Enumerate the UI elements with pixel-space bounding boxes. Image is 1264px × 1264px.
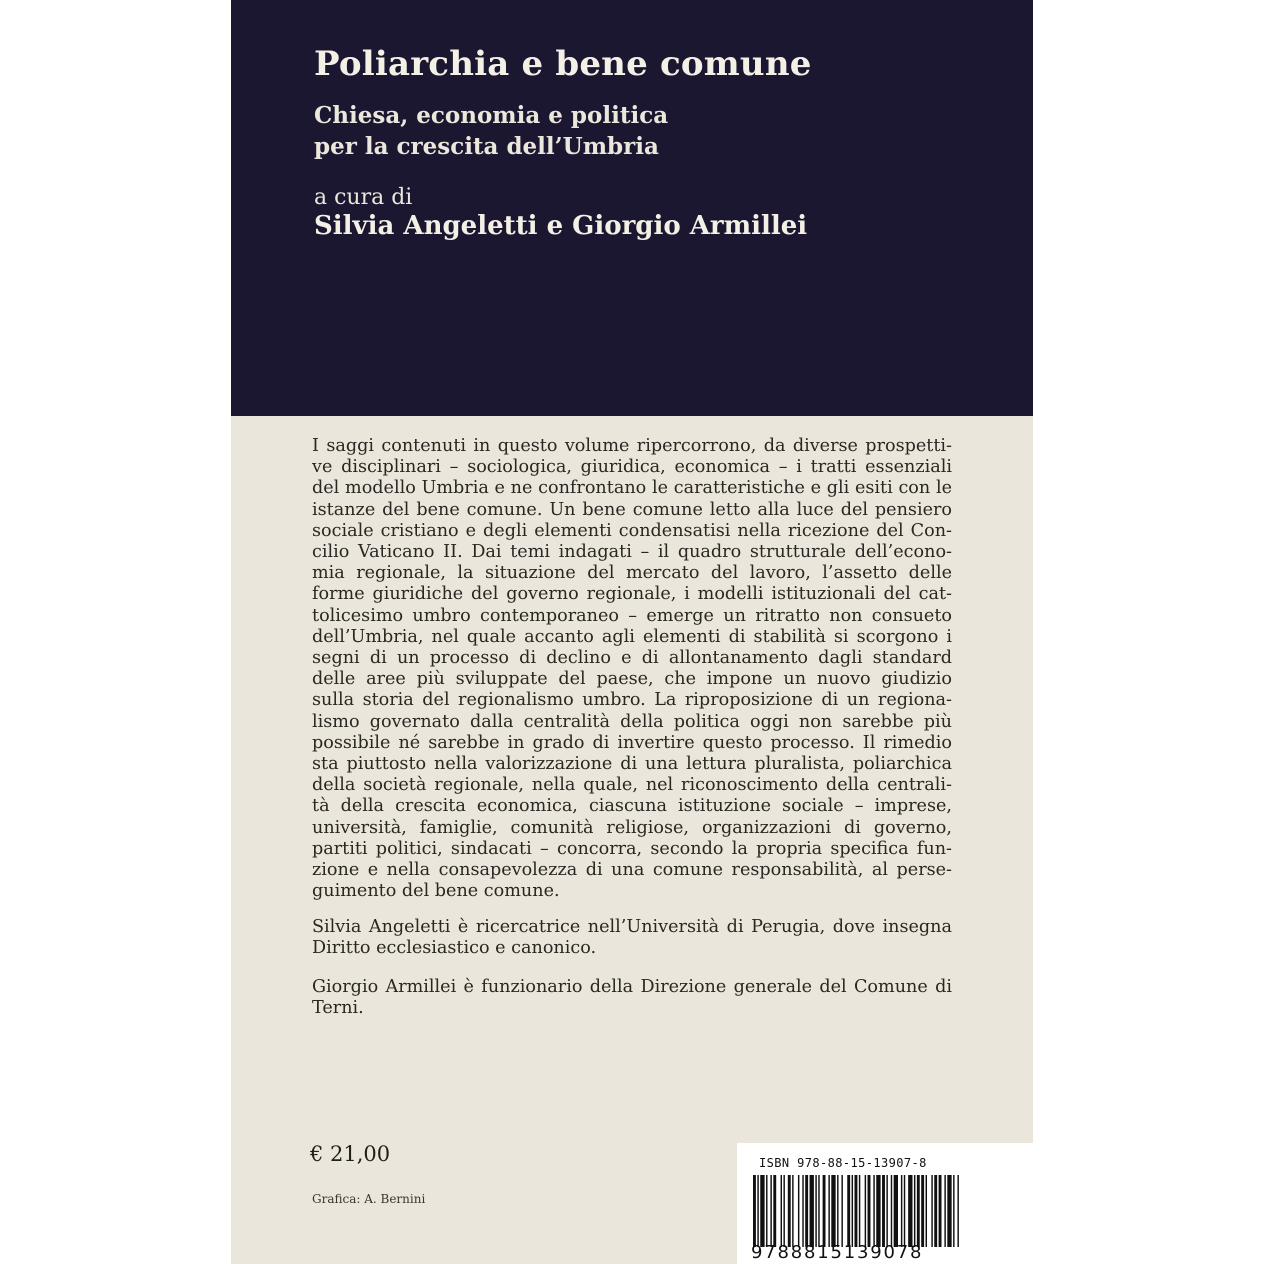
barcode-bar	[921, 1175, 924, 1247]
barcode-bar	[944, 1175, 945, 1247]
barcode-bar	[882, 1175, 885, 1247]
barcode-bar	[947, 1175, 951, 1247]
barcode-bar	[873, 1175, 874, 1247]
barcode-bar	[939, 1175, 942, 1247]
barcode-bar	[841, 1175, 842, 1247]
blurb-line: della società regionale, nella quale, nel riconoscimento della centrali-	[312, 775, 952, 796]
isbn-label: ISBN 978-88-15-13907-8	[759, 1156, 927, 1170]
blurb-line: mia regionale, la situazione del mercato del lavoro, l’assetto delle	[312, 563, 952, 584]
barcode-bar	[798, 1175, 799, 1247]
bio-line: Diritto ecclesiastico e canonico.	[312, 938, 597, 959]
barcode-bar	[802, 1175, 803, 1247]
curator-label: a cura di	[314, 185, 413, 210]
barcode-bar	[781, 1175, 782, 1247]
barcode-bar	[805, 1175, 808, 1247]
barcode-bar	[868, 1175, 871, 1247]
barcode-bar	[953, 1175, 954, 1247]
blurb-line: tà della crescita economica, ciascuna istituzione sociale – imprese,	[312, 796, 952, 817]
barcode-bar	[766, 1175, 767, 1247]
book-subtitle	[314, 100, 668, 162]
bio-line: Giorgio Armillei è funzionario della Direzione generale del Comune di	[312, 977, 952, 997]
blurb-line: tolicesimo umbro contemporaneo – emerge un ritratto non consueto	[312, 605, 952, 626]
barcode-bars	[751, 1175, 1027, 1247]
isbn-barcode	[737, 1143, 1033, 1264]
blurb-line: forme giuridiche del governo regionale, i modelli istituzionali del cat-	[312, 584, 952, 605]
title-band	[231, 0, 1033, 416]
barcode-bar	[891, 1175, 892, 1247]
barcode-bar	[788, 1175, 791, 1247]
editors: Silvia Angeletti e Giorgio Armillei	[314, 211, 808, 241]
barcode-bar	[837, 1175, 838, 1247]
blurb-line: lismo governato dalla centralità della politica oggi non sarebbe più	[312, 711, 952, 732]
barcode-bar	[792, 1175, 793, 1247]
barcode-bar	[914, 1175, 915, 1247]
barcode-bar	[886, 1175, 887, 1247]
barcode-bar	[894, 1175, 898, 1247]
subtitle-line: Chiesa, economia e politica	[314, 102, 669, 129]
blurb-line: del modello Umbria e ne confrontano le caratteristiche e gli esiti con le	[312, 478, 952, 499]
design-credit: Grafica: A. Bernini	[312, 1192, 426, 1206]
barcode-bar	[901, 1175, 902, 1247]
price: € 21,00	[310, 1142, 391, 1166]
barcode-bar	[815, 1175, 816, 1247]
blurb-line: sta piuttosto nella valorizzazione di una lettura pluralista, poliarchica	[312, 754, 952, 775]
blurb-line: delle aree più sviluppate del paese, che impone un nuovo giudizio	[312, 669, 952, 690]
barcode-bar	[831, 1175, 835, 1247]
barcode-bar	[810, 1175, 814, 1247]
barcode-bar	[917, 1175, 920, 1247]
blurb-line: cilio Vaticano II. Dai temi indagati – il quadro strutturale dell’econo-	[312, 542, 952, 563]
barcode-bar	[855, 1175, 858, 1247]
barcode-bar	[760, 1175, 764, 1247]
barcode-bar	[770, 1175, 771, 1247]
blurb-line: segni di un processo di declino e di allontanamento dagli standard	[312, 648, 952, 669]
barcode-bar	[876, 1175, 880, 1247]
barcode-bar	[957, 1175, 958, 1247]
blurb-line: università, famiglie, comunità religiose, organizzazioni di governo,	[312, 817, 952, 838]
blurb-line: guimento del bene comune.	[312, 881, 560, 902]
ean-digits: 9788815139078	[751, 1242, 924, 1263]
editor-bio-angeletti	[312, 917, 952, 959]
barcode-bar	[852, 1175, 853, 1247]
barcode-bar	[865, 1175, 866, 1247]
book-back-cover	[231, 0, 1033, 1264]
blurb-line: I saggi contenuti in questo volume ripercorrono, da diverse prospetti-	[312, 436, 952, 456]
barcode-bar	[847, 1175, 850, 1247]
barcode-bar	[757, 1175, 758, 1247]
blurb-line: possibile né sarebbe in grado di invertire questo processo. Il rimedio	[312, 732, 952, 753]
blurb	[312, 436, 952, 902]
barcode-bar	[859, 1175, 860, 1247]
barcode-bar	[783, 1175, 784, 1247]
subtitle-line: per la crescita dell’Umbria	[314, 133, 659, 160]
barcode-bar	[818, 1175, 819, 1247]
blurb-line: zione e nella consapevolezza di una comune responsabilità, al perse-	[312, 860, 952, 881]
barcode-bar	[828, 1175, 829, 1247]
barcode-bar	[823, 1175, 826, 1247]
blurb-line: istanze del bene comune. Un bene comune letto alla luce del pensiero	[312, 499, 952, 520]
blurb-line: sociale cristiano e degli elementi condensatisi nella ricezione del Con-	[312, 520, 952, 541]
barcode-bar	[908, 1175, 912, 1247]
blurb-line: sulla storia del regionalismo umbro. La riproposizione di un regiona-	[312, 690, 952, 711]
bio-line: Silvia Angeletti è ricercatrice nell’Università di Perugia, dove insegna	[312, 917, 952, 937]
barcode-bar	[926, 1175, 927, 1247]
book-title: Poliarchia e bene comune	[314, 44, 812, 84]
blurb-line: dell’Umbria, nel quale accanto agli elementi di stabilità si scorgono i	[312, 626, 952, 647]
barcode-bar	[931, 1175, 932, 1247]
bio-line: Terni.	[312, 998, 364, 1019]
barcode-bar	[753, 1175, 756, 1247]
blurb-line: partiti politici, sindacati – concorra, secondo la propria specifica fun-	[312, 838, 952, 859]
editor-bio-armillei	[312, 977, 952, 1019]
barcode-bar	[934, 1175, 937, 1247]
barcode-bar	[773, 1175, 776, 1247]
blurb-line: ve disciplinari – sociologica, giuridica, economica – i tratti essenziali	[312, 457, 952, 478]
barcode-bar	[904, 1175, 905, 1247]
